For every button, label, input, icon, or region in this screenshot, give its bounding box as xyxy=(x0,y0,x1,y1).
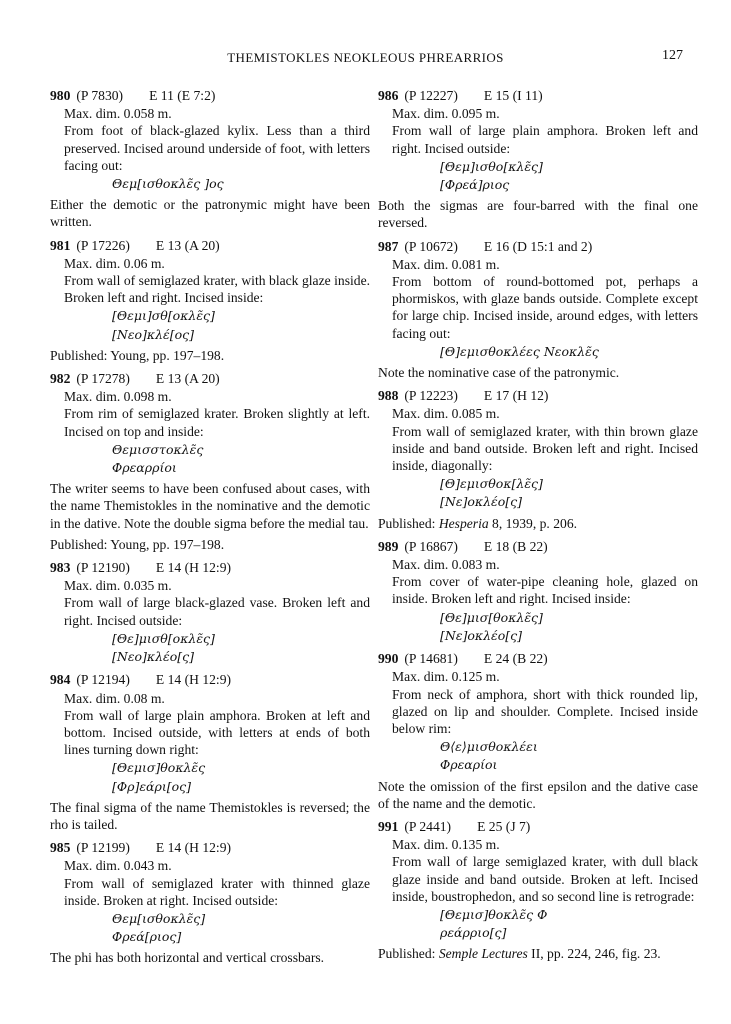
catalog-entry xyxy=(50,87,370,231)
commentary-note: Both the sigmas are four-barred with the final one reversed. xyxy=(378,198,698,231)
publication-reference xyxy=(378,945,698,962)
deposit-reference: E 15 (I 11) xyxy=(483,88,543,103)
page-number: 127 xyxy=(662,48,683,63)
deposit-reference: E 16 (D 15:1 and 2) xyxy=(483,238,593,254)
deposit-reference: E 13 (A 20) xyxy=(155,371,220,387)
max-dimension: Max. dim. 0.06 m. xyxy=(64,255,165,271)
entry-heading xyxy=(378,538,698,555)
greek-inscription-line: [Νεο]κλέο[ς] xyxy=(112,649,195,665)
description: From cover of water-pipe cleaning hole, glazed on inside. Broken left and right. Incised inside: xyxy=(392,574,698,607)
catalog-entry xyxy=(378,387,698,532)
description: From wall of semiglazed krater with thinned glaze inside. Broken at right. Incised outside: xyxy=(64,875,370,908)
entry-heading xyxy=(378,387,698,404)
greek-inscription-line: [Θ]εμισθοκ[λε̃ς] xyxy=(440,476,543,492)
greek-inscription-line: Φρεαρρίοι xyxy=(112,460,177,476)
inventory-number: (P 7830) xyxy=(76,88,124,103)
catalog-entry xyxy=(50,559,370,665)
description: From neck of amphora, short with thick rounded lip, glazed on lip and shoulder. Complete. Incised inside below rim: xyxy=(392,686,698,736)
deposit-reference: E 14 (H 12:9) xyxy=(155,840,232,856)
publication-prefix: Published: xyxy=(378,515,439,531)
greek-inscription-line: [Θεμ]ισθο[κλε̃ς] xyxy=(440,158,543,174)
deposit-reference: E 14 (H 12:9) xyxy=(155,560,232,576)
entry-number: 989 xyxy=(378,538,399,554)
inventory-number: (P 12199) xyxy=(76,840,130,856)
max-dimension: Max. dim. 0.098 m. xyxy=(64,389,172,405)
entry-number: 988 xyxy=(378,388,399,404)
entry-heading xyxy=(50,370,370,387)
inventory-number: (P 2441) xyxy=(404,818,452,834)
catalog-entry xyxy=(378,87,698,232)
entry-number: 991 xyxy=(378,818,399,834)
deposit-reference: E 24 (B 22) xyxy=(483,651,548,667)
commentary-note: The phi has both horizontal and vertical crossbars. xyxy=(50,950,325,966)
publication-title: Semple Lectures xyxy=(438,946,528,962)
greek-inscription-line: [Θεμισ]θοκλε̃ς Φ xyxy=(440,906,548,922)
greek-inscription-line: Φρεαρίοι xyxy=(440,757,498,773)
running-title: THEMISTOKLES NEOKLEOUS PHREARRIOS xyxy=(227,50,504,65)
publication-reference: Published: Young, pp. 197–198. xyxy=(50,347,225,363)
commentary-note: Note the omission of the first epsilon and the dative case of the name and the demotic. xyxy=(378,778,698,811)
deposit-reference: E 13 (A 20) xyxy=(155,237,220,253)
right-column xyxy=(378,87,698,969)
greek-inscription-line: [Θεμι]σθ[οκλε̃ς] xyxy=(112,308,215,324)
page-header xyxy=(0,48,731,68)
inventory-number: (P 17226) xyxy=(76,237,130,253)
max-dimension: Max. dim. 0.135 m. xyxy=(392,837,500,853)
entry-heading xyxy=(50,87,370,104)
greek-inscription-line: [Φρ]εάρι[ος] xyxy=(112,778,192,794)
entry-heading xyxy=(378,818,698,835)
greek-inscription-line: [Νεο]κλέ[ος] xyxy=(112,326,195,342)
max-dimension: Max. dim. 0.043 m. xyxy=(64,858,172,874)
entry-number: 980 xyxy=(50,88,71,103)
catalog-entry xyxy=(378,818,698,963)
greek-inscription-line: [Φρεά]ριος xyxy=(440,177,510,193)
deposit-reference: E 11 (E 7:2) xyxy=(149,88,216,103)
max-dimension: Max. dim. 0.08 m. xyxy=(64,690,165,706)
greek-inscription-line: Θεμ[ισθοκλε̃ς] xyxy=(112,910,206,926)
entry-heading xyxy=(50,559,370,576)
catalog-entry xyxy=(50,237,370,364)
deposit-reference: E 18 (B 22) xyxy=(483,538,548,554)
max-dimension: Max. dim. 0.081 m. xyxy=(392,256,500,272)
greek-inscription-line: [Θεμισ]θοκλε̃ς xyxy=(112,760,206,776)
entry-heading xyxy=(378,87,698,104)
greek-inscription-line: Φρεά[ριος] xyxy=(112,929,182,945)
entry-number: 981 xyxy=(50,237,71,253)
catalog-entry xyxy=(50,671,370,833)
entry-heading xyxy=(50,671,370,688)
max-dimension: Max. dim. 0.035 m. xyxy=(64,578,172,594)
entry-heading xyxy=(378,238,698,255)
description: From rim of semiglazed krater. Broken slightly at left. Incised on top and inside: xyxy=(64,406,370,439)
deposit-reference: E 25 (J 7) xyxy=(477,818,531,834)
description: From wall of semiglazed krater, with black glaze inside. Broken left and right. Incised inside: xyxy=(64,273,370,306)
inventory-number: (P 12227) xyxy=(404,88,458,103)
entry-number: 984 xyxy=(50,672,71,688)
inventory-number: (P 10672) xyxy=(404,238,458,254)
greek-inscription-line: [Νε]οκλέο[ς] xyxy=(440,627,523,643)
greek-inscription-line: [Θ]εμισθοκλέες Νεοκλε̃ς xyxy=(440,343,599,359)
commentary-note: Either the demotic or the patronymic might have been written. xyxy=(50,197,370,230)
commentary-note: The final sigma of the name Themistokles is reversed; the rho is tailed. xyxy=(50,799,370,832)
greek-inscription-line: [Νε]οκλέο[ς] xyxy=(440,494,523,510)
entry-heading xyxy=(378,650,698,667)
catalog-entry xyxy=(378,538,698,644)
commentary-note: The writer seems to have been confused about cases, with the name Themistokles in the nominative and the demotic in the dative. Note the double sigma before the medial tau. xyxy=(50,481,370,531)
publication-reference xyxy=(378,515,698,532)
inventory-number: (P 12194) xyxy=(76,672,130,688)
publication-reference: Published: Young, pp. 197–198. xyxy=(50,536,225,552)
greek-inscription-line: Θεμ[ισθοκλε̃ς ]ος xyxy=(112,176,224,192)
inventory-number: (P 17278) xyxy=(76,371,130,387)
catalog-entry xyxy=(378,650,698,812)
publication-details: II, pp. 224, 246, fig. 23. xyxy=(527,946,661,962)
commentary-note: Note the nominative case of the patronymic. xyxy=(378,365,620,381)
max-dimension: Max. dim. 0.085 m. xyxy=(392,406,500,422)
entry-number: 987 xyxy=(378,238,399,254)
max-dimension: Max. dim. 0.083 m. xyxy=(392,557,500,573)
inventory-number: (P 14681) xyxy=(404,651,458,667)
deposit-reference: E 17 (H 12) xyxy=(483,388,549,404)
catalog-entry xyxy=(50,370,370,553)
left-column xyxy=(50,87,370,973)
inventory-number: (P 12190) xyxy=(76,560,130,576)
entry-number: 985 xyxy=(50,840,71,856)
description: From wall of large black-glazed vase. Broken left and right. Incised outside: xyxy=(64,595,370,628)
greek-inscription-line: ρεάρριο[ς] xyxy=(440,925,507,941)
entry-number: 983 xyxy=(50,560,71,576)
greek-inscription-line: [Θε]μισ[θοκλε̃ς] xyxy=(440,609,543,625)
description: From wall of semiglazed krater, with thin brown glaze inside and band outside. Broken left and right. Incised inside, diagonally: xyxy=(392,423,698,474)
max-dimension: Max. dim. 0.125 m. xyxy=(392,669,500,685)
entry-number: 990 xyxy=(378,651,399,667)
catalog-entry xyxy=(50,839,370,966)
deposit-reference: E 14 (H 12:9) xyxy=(155,672,232,688)
inventory-number: (P 16867) xyxy=(404,538,458,554)
max-dimension: Max. dim. 0.095 m. xyxy=(392,106,500,122)
inventory-number: (P 12223) xyxy=(404,388,458,404)
entry-heading xyxy=(50,839,370,856)
greek-inscription-line: [Θε]μισθ[οκλε̃ς] xyxy=(112,630,215,646)
description: From bottom of round-bottomed pot, perhaps a phormiskos, with glaze bands outside. Complete except for large chip. Incised inside, around edges, with letters facing out: xyxy=(392,274,698,341)
publication-details: 8, 1939, p. 206. xyxy=(488,515,578,531)
publication-title: Hesperia xyxy=(438,515,489,531)
entry-heading xyxy=(50,237,370,254)
entry-number: 982 xyxy=(50,371,71,387)
description: From foot of black-glazed kylix. Less than a third preserved. Incised around underside of foot, with letters facing out: xyxy=(64,123,370,173)
max-dimension: Max. dim. 0.058 m. xyxy=(64,106,172,122)
greek-inscription-line: Θ⟨ε⟩μισθοκλέει xyxy=(440,739,538,755)
description: From wall of large semiglazed krater, with dull black glaze inside and band outside. Broken at left. Incised inside, boustrophedon, and so second line is retrograde: xyxy=(392,854,698,904)
publication-prefix: Published: xyxy=(378,946,439,962)
description: From wall of large plain amphora. Broken left and right. Incised outside: xyxy=(392,123,698,156)
entry-number: 986 xyxy=(378,88,399,103)
catalog-entry xyxy=(378,238,698,382)
description: From wall of large plain amphora. Broken at left and bottom. Incised outside, with letters at ends of both lines turning down right: xyxy=(64,707,370,758)
greek-inscription-line: Θεμισστοκλε̃ς xyxy=(112,441,204,457)
